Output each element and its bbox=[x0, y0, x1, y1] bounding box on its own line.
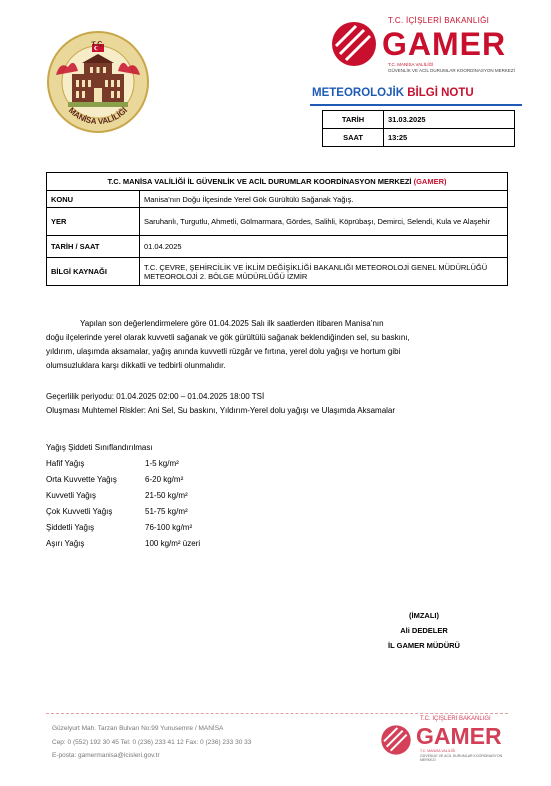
validity-period: Geçerlilik periyodu: 01.04.2025 02:00 – 01.04.2025 18:00 TSİ bbox=[46, 392, 265, 401]
seal-top-text: T.C. bbox=[91, 40, 105, 49]
table-header bbox=[47, 173, 508, 191]
row-value-bilgi-kaynagi: T.C. ÇEVRE, ŞEHİRCİLİK VE İKLİM DEĞİŞİKLİĞİ BAKANLIĞI METEOROLOJİ GENEL MÜDÜRLÜĞÜ METEOROLOJİ 2. BÖLGE MÜDÜRLÜĞÜ İZMİR bbox=[140, 258, 508, 286]
classification-value: 1-5 kg/m² bbox=[145, 459, 179, 468]
row-value-yer: Saruhanlı, Turgutlu, Ahmetli, Gölmarmara, Gördes, Salihli, Köprübaşı, Demirci, Selendi, Kula ve Alaşehir bbox=[140, 208, 508, 236]
gamer-emblem-icon bbox=[380, 724, 412, 756]
gamer-sub2-text: GÜVENLİK VE ACİL DURUMLAR KOORDİNASYON MERKEZİ bbox=[388, 68, 515, 73]
row-value-tarih-saat: 01.04.2025 bbox=[140, 236, 508, 258]
gamer-logo bbox=[330, 14, 520, 76]
title-part1: METEOROLOJİK bbox=[312, 87, 405, 99]
date-row bbox=[323, 111, 515, 129]
signature-status: (İMZALI) bbox=[409, 611, 439, 620]
paragraph-line-2: doğu ilçelerinde yerel olarak kuvvetli sağanak ve gök gürültülü sağanak beklendiğinden sel, su baskını, bbox=[46, 333, 410, 342]
classification-value: 51-75 kg/m² bbox=[145, 507, 188, 516]
gamer-emblem-icon bbox=[330, 20, 378, 68]
classification-value: 21-50 kg/m² bbox=[145, 491, 188, 500]
footer-contact bbox=[52, 722, 251, 763]
footer-address: Güzelyurt Mah. Tarzan Bulvarı No:99 Yunusemre / MANİSA bbox=[52, 725, 224, 732]
classification-value: 76-100 kg/m² bbox=[145, 523, 193, 532]
document-title bbox=[312, 87, 474, 99]
gamer-sub1-text: T.C. MANİSA VALİLİĞİ bbox=[388, 62, 434, 67]
paragraph-line-3: yıldırım, ulaşımda aksamalar, yağış anında kuvvetli rüzgâr ve fırtına, yerel dolu yağışı ve hortum gibi bbox=[46, 347, 401, 356]
info-table bbox=[46, 172, 508, 286]
footer-divider bbox=[46, 713, 508, 714]
signatory-name: Ali DEDELER bbox=[400, 626, 448, 635]
classification-label: Aşırı Yağış bbox=[46, 539, 85, 548]
footer-gamer-logo bbox=[380, 716, 510, 761]
gamer-ministry-text: T.C. İÇİŞLERİ BAKANLIĞI bbox=[388, 16, 490, 25]
paragraph-line-4: olumsuzluklara karşı dikkatli ve tedbirli olunmalıdır. bbox=[46, 361, 226, 370]
title-underline bbox=[310, 104, 522, 106]
classification-label: Şiddetli Yağış bbox=[46, 523, 95, 532]
classification-title: Yağış Şiddeti Sınıflandırılması bbox=[46, 443, 153, 452]
footer-phones: Cep: 0 (552) 192 30 45 Tel: 0 (236) 233 41 12 Fax: 0 (236) 233 30 33 bbox=[52, 738, 252, 746]
table-header-red: (GAMER) bbox=[413, 177, 447, 186]
seal-bottom-text: MANİSA VALİLİĞİ bbox=[66, 105, 130, 127]
table-header-main: T.C. MANİSA VALİLİĞİ İL GÜVENLİK VE ACİL DURUMLAR KOORDİNASYON MERKEZİ bbox=[107, 177, 414, 186]
time-value: 13:25 bbox=[384, 129, 515, 147]
date-key: TARİH bbox=[323, 111, 384, 129]
table-row bbox=[47, 191, 508, 208]
row-key-yer: YER bbox=[47, 208, 140, 236]
row-key-konu: KONU bbox=[47, 191, 140, 208]
footer-email: E-posta: gamermanisa@icisleri.gov.tr bbox=[52, 752, 160, 759]
table-row bbox=[47, 258, 508, 286]
time-row bbox=[323, 129, 515, 147]
date-value: 31.03.2025 bbox=[384, 111, 515, 129]
table-row bbox=[47, 236, 508, 258]
footer-gamer-sub1: T.C. MANİSA VALİLİĞİ bbox=[420, 749, 456, 753]
possible-risks: Oluşması Muhtemel Riskler: Ani Sel, Su baskını, Yıldırım-Yerel dolu yağışı ve Ulaşımda Aksamalar bbox=[46, 406, 396, 415]
footer-gamer-ministry: T.C. İÇİŞLERİ BAKANLIĞI bbox=[420, 716, 491, 722]
classification-label: Hafif Yağış bbox=[46, 459, 85, 468]
row-key-tarih-saat: TARİH / SAAT bbox=[47, 236, 140, 258]
classification-label: Kuvvetli Yağış bbox=[46, 491, 96, 500]
gamer-wordmark: GAMER bbox=[382, 26, 507, 62]
title-part2: BİLGİ NOTU bbox=[407, 87, 474, 99]
paragraph-line-1: Yapılan son değerlendirmelere göre 01.04.2025 Salı ilk saatlerden itibaren Manisa’nın bbox=[80, 319, 384, 328]
svg-text:T.C. bbox=[91, 41, 105, 49]
date-time-table bbox=[322, 110, 515, 147]
classification-value: 6-20 kg/m² bbox=[145, 475, 184, 484]
footer-gamer-sub2: GÜVENLİK VE ACİL DURUMLAR KOORDİNASYON MERKEZİ bbox=[420, 754, 503, 762]
classification-label: Orta Kuvvette Yağış bbox=[46, 475, 117, 484]
footer-gamer-wordmark: GAMER bbox=[416, 723, 502, 749]
signatory-title: İL GAMER MÜDÜRÜ bbox=[388, 641, 460, 650]
row-value-konu: Manisa’nın Doğu İlçesinde Yerel Gök Gürültülü Sağanak Yağış. bbox=[140, 191, 508, 208]
classification-value: 100 kg/m² üzeri bbox=[145, 539, 201, 548]
row-key-bilgi-kaynagi: BİLGİ KAYNAĞI bbox=[47, 258, 140, 286]
table-header-row bbox=[47, 173, 508, 191]
manisa-valiligi-seal-logo bbox=[46, 30, 150, 134]
time-key: SAAT bbox=[323, 129, 384, 147]
table-row bbox=[47, 208, 508, 236]
classification-label: Çok Kuvvetli Yağış bbox=[46, 507, 113, 516]
